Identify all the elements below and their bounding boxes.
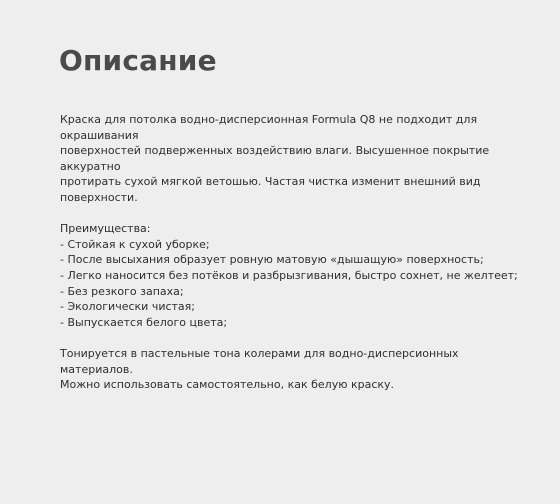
advantage-item: - После высыхания образует ровную матовую «дышащую» поверхность; [60,253,484,267]
description-body [60,112,530,393]
advantage-item: - Выпускается белого цвета; [60,315,228,329]
paragraph-gap [60,206,530,222]
advantage-item: - Экологически чистая; [60,300,195,314]
advantage-item: - Стойкая к сухой уборке; [60,237,210,251]
advantages-heading: Преимущества: [60,222,151,236]
advantage-item: - Легко наносится без потёков и разбрызгивания, быстро сохнет, не желтеет; [60,268,518,282]
intro-line: Краска для потолка водно-дисперсионная Formula Q8 не подходит для окрашивания [60,113,478,142]
advantages-list [60,237,530,331]
intro-line: протирать сухой мягкой ветошью. Частая чистка изменит внешний вид поверхности. [60,175,481,204]
advantage-item: - Без резкого запаха; [60,284,184,298]
intro-line: поверхностей подверженных воздействию влаги. Высушенное покрытие аккуратно [60,144,490,173]
outro-line: Можно использовать самостоятельно, как белую краску. [60,378,395,392]
outro-line: Тонируется в пастельные тона колерами для водно-дисперсионных материалов. [60,346,459,376]
page-title: Описание [59,44,217,77]
paragraph-gap [60,330,530,346]
